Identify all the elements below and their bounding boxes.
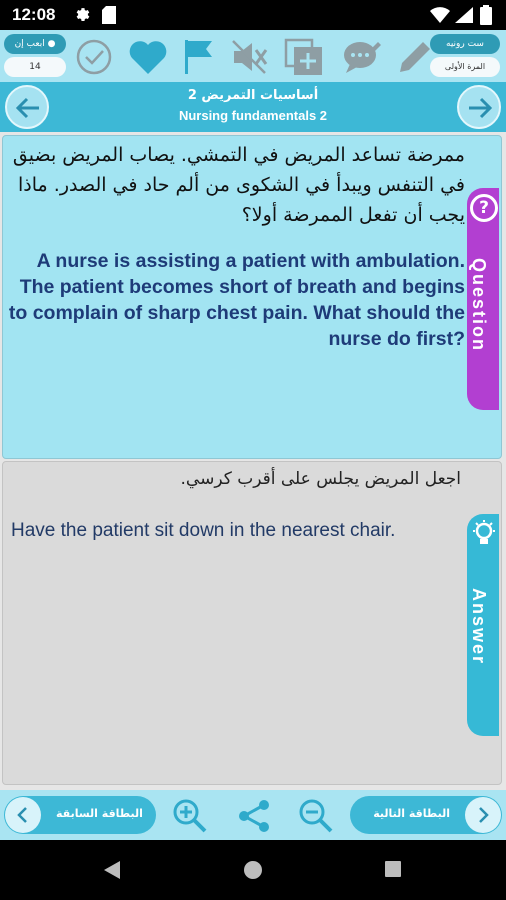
chevron-left-icon: [13, 805, 33, 825]
home-circle-icon[interactable]: [243, 860, 263, 880]
cell-signal-icon: [455, 7, 473, 23]
heart-icon[interactable]: [128, 38, 168, 76]
first-time-label: المرة الأولى: [430, 57, 500, 77]
answer-card[interactable]: [2, 461, 502, 785]
answer-text-ar: اجعل المريض يجلس على أقرب كرسي.: [180, 469, 461, 489]
share-icon[interactable]: [236, 798, 272, 834]
android-navigation-bar: [0, 840, 506, 900]
answer-tab-label: Answer: [469, 588, 489, 666]
status-time: 12:08: [12, 5, 56, 24]
battery-icon: [480, 5, 492, 25]
next-card-circle: [465, 797, 501, 833]
zoom-out-icon[interactable]: [298, 798, 334, 834]
deck-title-en: Nursing fundamentals 2: [178, 108, 328, 123]
question-mark-icon: ?: [470, 194, 498, 222]
question-text-en: A nurse is assisting a patient with ambulation. The patient becomes short of breath and begins to complain of sharp chest pain. What should the nurse do first?: [8, 250, 465, 350]
next-arrow-button[interactable]: [457, 85, 501, 129]
zoom-in-icon[interactable]: [172, 798, 208, 834]
arrow-right-icon: [467, 95, 493, 121]
back-triangle-icon[interactable]: [102, 860, 122, 880]
edit-icon[interactable]: [396, 38, 434, 76]
mute-icon[interactable]: [230, 38, 270, 76]
wifi-icon: [430, 7, 450, 23]
next-card-button[interactable]: [350, 796, 502, 834]
check-circle-icon[interactable]: [75, 38, 113, 76]
question-tab-label: Question: [469, 258, 489, 353]
card-counter: 14: [4, 57, 66, 77]
deck-title-ar: أساسيات التمريض 2: [187, 88, 319, 103]
previous-card-button[interactable]: [4, 796, 156, 834]
question-card[interactable]: [2, 135, 502, 459]
comment-icon[interactable]: [342, 38, 382, 76]
view-button[interactable]: ست رونيه: [430, 34, 500, 54]
play-button[interactable]: ابعب إن ●: [4, 34, 66, 54]
chevron-right-icon: [473, 805, 493, 825]
bottom-bar: [0, 790, 506, 840]
answer-tab: [467, 514, 499, 736]
deck-header: [0, 82, 506, 132]
question-tab: [467, 188, 499, 410]
question-text-ar: ممرضة تساعد المريض في التمشي. يصاب المريض بضيق في التنفس ويبدأ في الشكوى من ألم حاد في الصدر. ماذا يجب أن تفعل الممرضة أولا؟: [12, 144, 465, 226]
answer-text-en: Have the patient sit down in the nearest chair.: [11, 520, 396, 541]
previous-card-circle: [5, 797, 41, 833]
flag-icon[interactable]: [182, 38, 216, 76]
next-card-label: البطاقة التالية: [373, 807, 450, 820]
sd-card-icon: [102, 6, 116, 24]
lightbulb-icon: [473, 520, 495, 548]
toolbar: [0, 30, 506, 82]
previous-card-label: البطاقة السابقة: [56, 807, 143, 820]
settings-gear-icon: [74, 6, 92, 24]
recents-square-icon[interactable]: [384, 860, 402, 878]
status-bar: [0, 0, 506, 30]
add-card-icon[interactable]: [284, 38, 324, 76]
